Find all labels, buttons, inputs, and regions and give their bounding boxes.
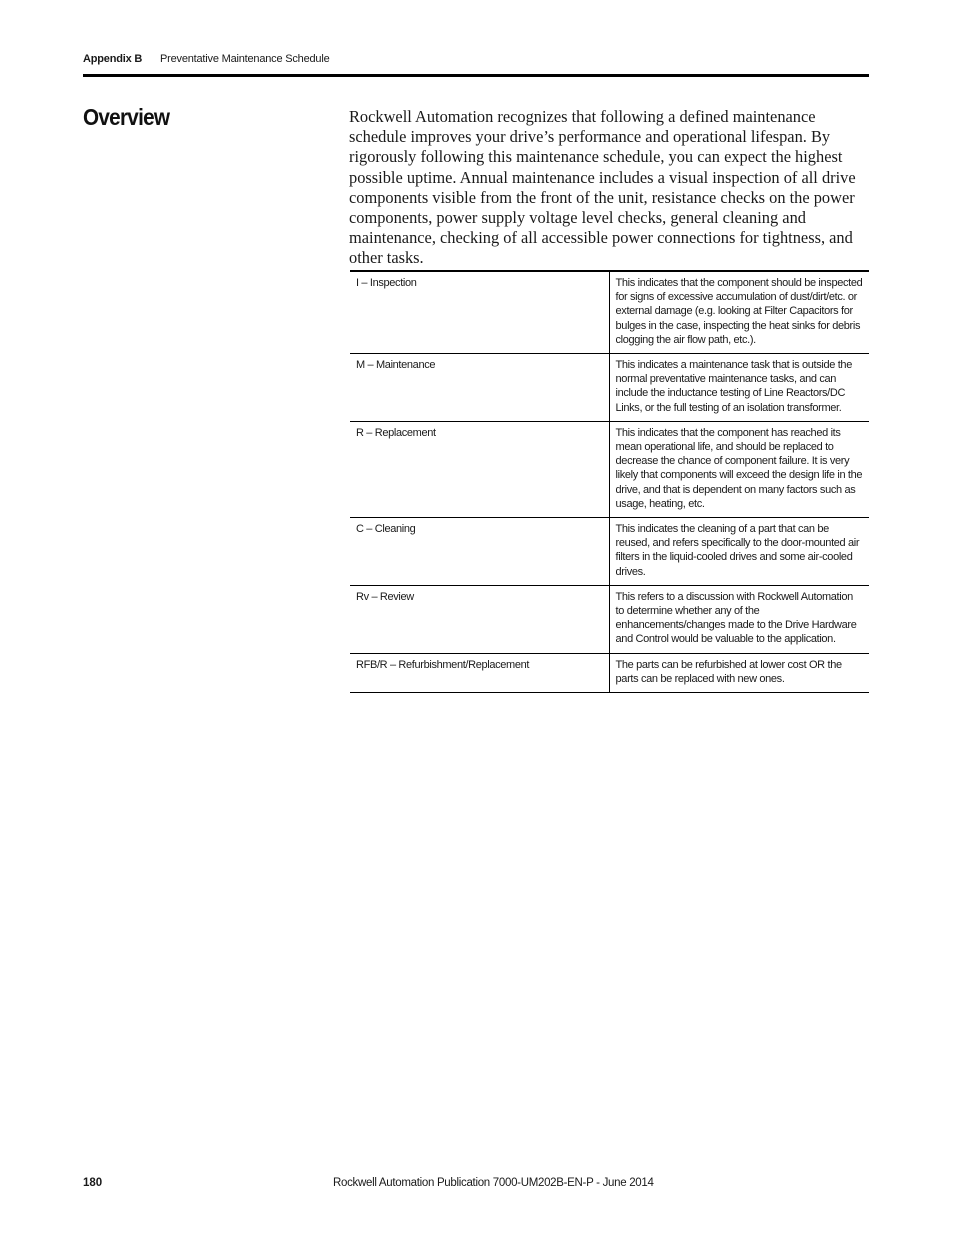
legend-code: M – Maintenance [350, 354, 609, 422]
table-row [350, 354, 869, 422]
page-number: 180 [83, 1177, 103, 1189]
maintenance-legend-table [350, 270, 869, 693]
legend-code: I – Inspection [350, 271, 609, 354]
legend-code: C – Cleaning [350, 518, 609, 586]
table-row [350, 421, 869, 517]
legend-description: This indicates the cleaning of a part that can be reused, and refers specifically to the door-mounted air filters in the liquid-cooled drives and some air-cooled drives. [609, 518, 869, 586]
legend-description: This indicates that the component has reached its mean operational life, and should be replaced to decrease the chance of component failure. It is very likely that components will exceed the design life in the drive, and that is dependent on many factors such as usage, heating, etc. [609, 421, 869, 517]
header-section-title: Preventative Maintenance Schedule [160, 53, 330, 65]
legend-description: The parts can be refurbished at lower cost OR the parts can be replaced with new ones. [615, 658, 842, 685]
legend-code: RFB/R – Refurbishment/Replacement [350, 653, 609, 692]
publication-footer: Rockwell Automation Publication 7000-UM202B-EN-P - June 2014 [333, 1177, 654, 1189]
intro-paragraph: Rockwell Automation recognizes that following a defined maintenance schedule improves your drive’s performance and operational lifespan. By rigorously following this maintenance schedule, you can expect the highest possible uptime. Annual maintenance includes a visual inspection of all drive components visible from the front of the unit, resistance checks on the power components, power supply voltage level checks, general cleaning and maintenance, checking of all accessible power connections for tightness, and other tasks. [349, 107, 856, 268]
header-appendix-label: Appendix B [83, 53, 143, 65]
legend-description: This refers to a discussion with Rockwell Automation to determine whether any of the enhancements/changes made to the Drive Hardware and Control would be valuable to the application. [609, 585, 869, 653]
table-row [350, 653, 869, 692]
table-row [350, 518, 869, 586]
table-row [350, 271, 869, 354]
legend-description: This indicates a maintenance task that is outside the normal preventative maintenance tasks, and can include the inductance testing of Line Reactors/DC Links, or the full testing of an isolation transformer. [609, 354, 869, 422]
legend-code: Rv – Review [350, 585, 609, 653]
header-rule [83, 74, 869, 77]
running-header [83, 53, 869, 73]
legend-code: R – Replacement [350, 421, 609, 517]
table-row [350, 585, 869, 653]
legend-description: This indicates that the component should be inspected for signs of excessive accumulation of dust/dirt/etc. or external damage (e.g. looking at Filter Capacitors for bulges in the case, inspecting the heat sinks for debris clogging the air flow path, etc.). [609, 271, 869, 354]
page-title: Overview [83, 104, 170, 130]
